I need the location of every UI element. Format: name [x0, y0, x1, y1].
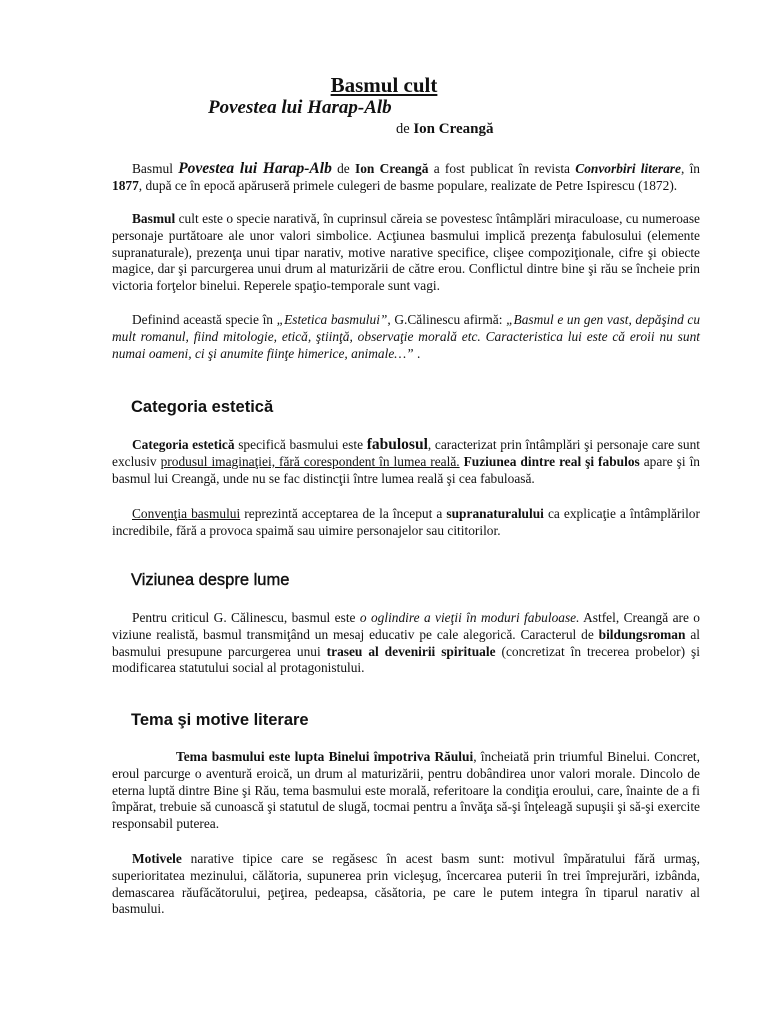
byline-prefix: de	[396, 121, 410, 137]
term: Fuziunea dintre real şi fabulos	[463, 453, 640, 469]
section3-paragraph-2	[112, 851, 700, 918]
term: Motivele	[132, 851, 182, 866]
section-heading-categoria: Categoria estetică	[131, 398, 274, 416]
byline-author: Ion Creangă	[413, 121, 494, 137]
term: Tema basmului este lupta Binelui împotriva Răului	[176, 749, 474, 764]
text-run: , caracterizat prin întâmplări şi personaje care sunt exclusiv	[112, 437, 701, 469]
section2-paragraph-1	[112, 610, 700, 677]
text-run: al basmului presupune parcurgerea unui	[112, 626, 700, 659]
text-run: a fost publicat în revista	[428, 161, 576, 176]
text-run: (concretizat în trecerea probelor) şi modificarea statutului social al protagonistului.	[112, 643, 700, 676]
magazine-name: Convorbiri literare	[575, 161, 681, 176]
term: bildungsroman	[598, 626, 686, 642]
underlined-phrase: Convenţia basmului	[132, 506, 241, 521]
text-run: Pentru criticul G. Călinescu, basmul este	[132, 610, 360, 625]
text-run: specifică basmului este	[234, 437, 367, 452]
text-run: , după ce în epocă apăruseră primele culegeri de basme populare, realizate de Petre Ispirescu (1872).	[138, 177, 678, 193]
text-run: cult este o specie narativă, în cuprinsul căreia se povestesc întâmplări miraculoase, cu numeroase personaje purtătoare ale unor valori simbolice. Acţiunea basmului implică prezenţa fabulosului (elemente supranaturale), prezenţa unui tipar narativ, motive narative specifice, clişee compoziţionale, cifre şi obiecte magice, dar şi parcurgerea unui drum al maturizării de către erou. Conflictul dintre bine şi rău se încheie prin victoria forţelor binelui. Reperele spaţio-temporale sunt vagi.	[112, 211, 700, 294]
text-run: , încheiată prin triumful Binelui. Concret, eroul parcurge o aventură eroică, un drum al maturizării, pentru dobândirea unor valori morale. Dincolo de eterna luptă dintre Bine şi Rău, tema basmului este morală, referitoare la condiţia eroului, care, înainte de a fi împărat, trebuie să cunoască şi statutul de slugă, tocmai pentru a învăţa să-şi înţeleagă supuşii şi să-şi exercite responsabil puterea.	[112, 749, 700, 832]
section3-paragraph-1	[112, 749, 700, 833]
intro-paragraph-1	[112, 161, 700, 195]
document-title: Basmul cult	[330, 73, 438, 97]
text-run: .	[413, 345, 421, 361]
text-run: , în	[680, 161, 700, 176]
byline	[396, 120, 493, 138]
text-run: , G.Călinescu afirmă:	[387, 312, 507, 327]
intro-paragraph-3	[112, 312, 700, 362]
underlined-phrase: produsul imaginaţiei, fără corespondent în lumea reală.	[160, 453, 460, 469]
quote: o oglindire a vieţii în moduri fabuloase.	[359, 610, 580, 625]
text-run: Astfel, Creangă are o viziune realistă, basmul transmiţând un mesaj educativ pe cale alegorică. Caracterul de	[112, 610, 700, 642]
section-heading-viziunea: Viziunea despre lume	[131, 571, 290, 589]
section1-paragraph-2	[112, 506, 700, 540]
term: supranaturalului	[446, 506, 544, 521]
section-heading-tema: Tema şi motive literare	[131, 711, 309, 729]
work-title: Povestea lui Harap-Alb	[178, 160, 332, 177]
term-basmul: Basmul	[132, 211, 176, 226]
text-run: apare şi în basmul lui Creangă, unde nu se fac distincţii între lumea reală şi cea fabuloasă.	[112, 453, 700, 486]
year: 1877	[112, 177, 139, 193]
intro-paragraph-2	[112, 211, 700, 295]
document-subtitle: Povestea lui Harap-Alb	[208, 97, 392, 118]
text-run: de	[331, 161, 355, 176]
term: Categoria estetică	[132, 437, 235, 452]
author-name: Ion Creangă	[354, 161, 429, 176]
text-run: Basmul	[132, 161, 179, 176]
text-run: Definind această specie în	[132, 312, 277, 327]
quote: „Basmul e un gen vast, depăşind cu mult romanul, fiind mitologie, etică, ştiinţă, observaţie morală etc. Caracteristica lui este că eroii nu sunt numai oameni, ci şi anumite fiinţe himerice, animale…”	[112, 312, 701, 361]
text-run: narative tipice care se regăsesc în acest basm sunt: motivul împăratului fără urmaş, superioritatea mezinului, călătoria, supunerea prin vicleşug, încercarea puterii în trei împrejurări, izbânda, demascarea răufăcătorului, peţirea, pedeapsa, căsătoria, pe care le putem integra în tiparul narativ al basmului.	[112, 851, 700, 917]
term: traseu al devenirii spirituale	[326, 643, 496, 659]
term-fabulosul: fabulosul	[366, 436, 428, 453]
text-run: reprezintă acceptarea de la început a	[240, 506, 447, 521]
text-run: ca explicaţie a întâmplărilor incredibile, fără a provoca spaimă sau uimire personajelor sau cititorilor.	[112, 506, 700, 538]
section1-paragraph-1	[112, 437, 700, 487]
book-title: „Estetica basmului”	[276, 312, 388, 327]
